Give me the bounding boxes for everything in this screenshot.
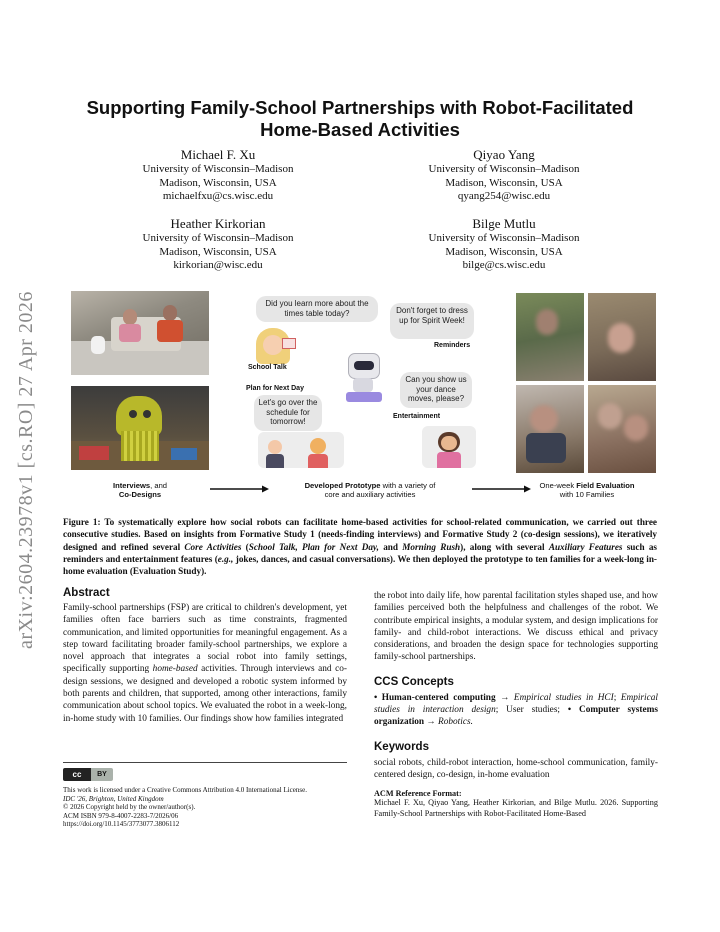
field-photo-4 — [588, 385, 656, 473]
cc-by-badge — [63, 768, 347, 781]
field-photo-1 — [516, 293, 584, 381]
ccs-concepts: • Human-centered computing → Empirical studies in HCI; Empirical studies in interaction design; User studies; • Computer systems organization → Robotics. — [374, 692, 658, 728]
dancing-girl-icon — [422, 426, 476, 468]
acm-ref-text: Michael F. Xu, Qiyao Yang, Heather Kirkorian, and Bilge Mutlu. 2026. Supporting Family-School Partnerships with Robot-Facilitated Home-Based — [374, 798, 658, 818]
figure-caption: Figure 1: To systematically explore how social robots can facilitate home-based activities for school-related communication, we carried out three consecutive studies. Based on insights from Formative Study 1 (needs-finding interviews) and Formative Study 2 (co-design sessions), we iteratively designed and refined several Core Activities (School Talk, Plan for Next Day, and Morning Rush), along with several Auxiliary Features such as reminders and entertainment features (e.g., jokes, dances, and casual conversations). We then deployed the prototype to ten families for a week-long in-home evaluation (Evaluation Study). — [63, 517, 658, 577]
co-design-photo — [71, 386, 209, 470]
keywords-heading: Keywords — [374, 740, 429, 753]
field-photo-3 — [516, 385, 584, 473]
keywords-text: social robots, child-robot interaction, home-school communication, family-centered design, co-design, in-home evaluation — [374, 757, 658, 780]
cc-icon: cc — [63, 768, 91, 781]
interview-photo — [71, 291, 209, 375]
paper-title: Supporting Family-School Partnerships with Robot-Facilitated Home-Based Activities — [86, 97, 634, 140]
ccs-heading: CCS Concepts — [374, 675, 454, 688]
by-icon: BY — [91, 768, 113, 781]
fig-caption-middle: Developed Prototype with a variety of core and auxiliary activities — [304, 481, 436, 499]
bubble-times-table: Did you learn more about the times table today? — [256, 296, 378, 322]
bubble-spirit-week: Don't forget to dress up for Spirit Week! — [390, 303, 474, 339]
label-entertainment: Entertainment — [393, 413, 441, 420]
left-column — [63, 587, 347, 725]
doi-link[interactable]: https://doi.org/10.1145/3773077.3806112 — [63, 820, 180, 829]
family-illustration-icon — [258, 432, 344, 468]
label-school-talk: School Talk — [248, 364, 287, 371]
abstract-heading: Abstract — [63, 587, 110, 599]
license-link[interactable]: This work is licensed under a Creative Commons Attribution 4.0 International License. — [63, 786, 307, 794]
right-column — [374, 590, 658, 819]
figure-1 — [70, 288, 658, 506]
abstract-text: Family-school partnerships (FSP) are critical to children's development, yet families often face barriers such as time constraints, fragmented communication, and limited opportunities for meaningful engagement. As a step toward facilitating broader family-school partnerships, we explore a novel approach that integrates a social robot into family settings, specifically supporting home-based activities. Through interviews and co-design sessions, we designed and developed a robotic system informed by both parents and children, that supported, among other interactions, family communication about school topics. We evaluated the robot in a week-long, in-home study with 10 families. Our findings show how families integrated — [63, 603, 347, 724]
arrow-right-icon — [210, 484, 270, 494]
abstract-continued: the robot into daily life, how parental facilitation styles shaped use, and how families perceived both the helpfulness and challenges of the robot. We contribute empirical insights, a modular system, and design implications for family- and child-robot interactions. We discuss ethical and privacy considerations, and broaden the design space for technologies supporting family-school partnerships. — [374, 591, 658, 663]
bubble-schedule: Let's go over the schedule for tomorrow! — [254, 395, 322, 431]
label-reminders: Reminders — [434, 342, 471, 349]
author-block-1: Michael F. Xu University of Wisconsin–Madison Madison, Wisconsin, USA michaelfxu@cs.wisc.edu — [142, 147, 294, 202]
license-footnote: cc BY This work is licensed under a Creative Commons Attribution 4.0 International License. IDC '26, Brighton, United Kingdom © 2026 Copyright held by the owner/author(s). ACM ISBN 979-8-4007-2283-7/2026/06 https://doi.org/10.1145/3773077.3806112 — [63, 762, 347, 829]
author-block-2: Qiyao Yang University of Wisconsin–Madison Madison, Wisconsin, USA qyang254@wisc.edu — [428, 147, 580, 202]
author-block-4: Bilge Mutlu University of Wisconsin–Madison Madison, Wisconsin, USA bilge@cs.wisc.edu — [428, 216, 580, 271]
field-photo-2 — [588, 293, 656, 381]
acm-ref-heading: ACM Reference Format: — [374, 789, 462, 799]
fig-caption-right: One-week Field Evaluation with 10 Families — [539, 481, 635, 499]
robot-icon — [348, 353, 380, 379]
author-block-3: Heather Kirkorian University of Wisconsin–Madison Madison, Wisconsin, USA kirkorian@wisc.edu — [142, 216, 294, 271]
fig-caption-left: Interviews, and Co-Designs — [112, 481, 168, 499]
arxiv-side-label: arXiv:2604.23978v1 [cs.RO] 27 Apr 2026 — [15, 291, 37, 649]
label-plan-next-day: Plan for Next Day — [246, 385, 304, 392]
bubble-dance: Can you show us your dance moves, please? — [400, 372, 472, 408]
